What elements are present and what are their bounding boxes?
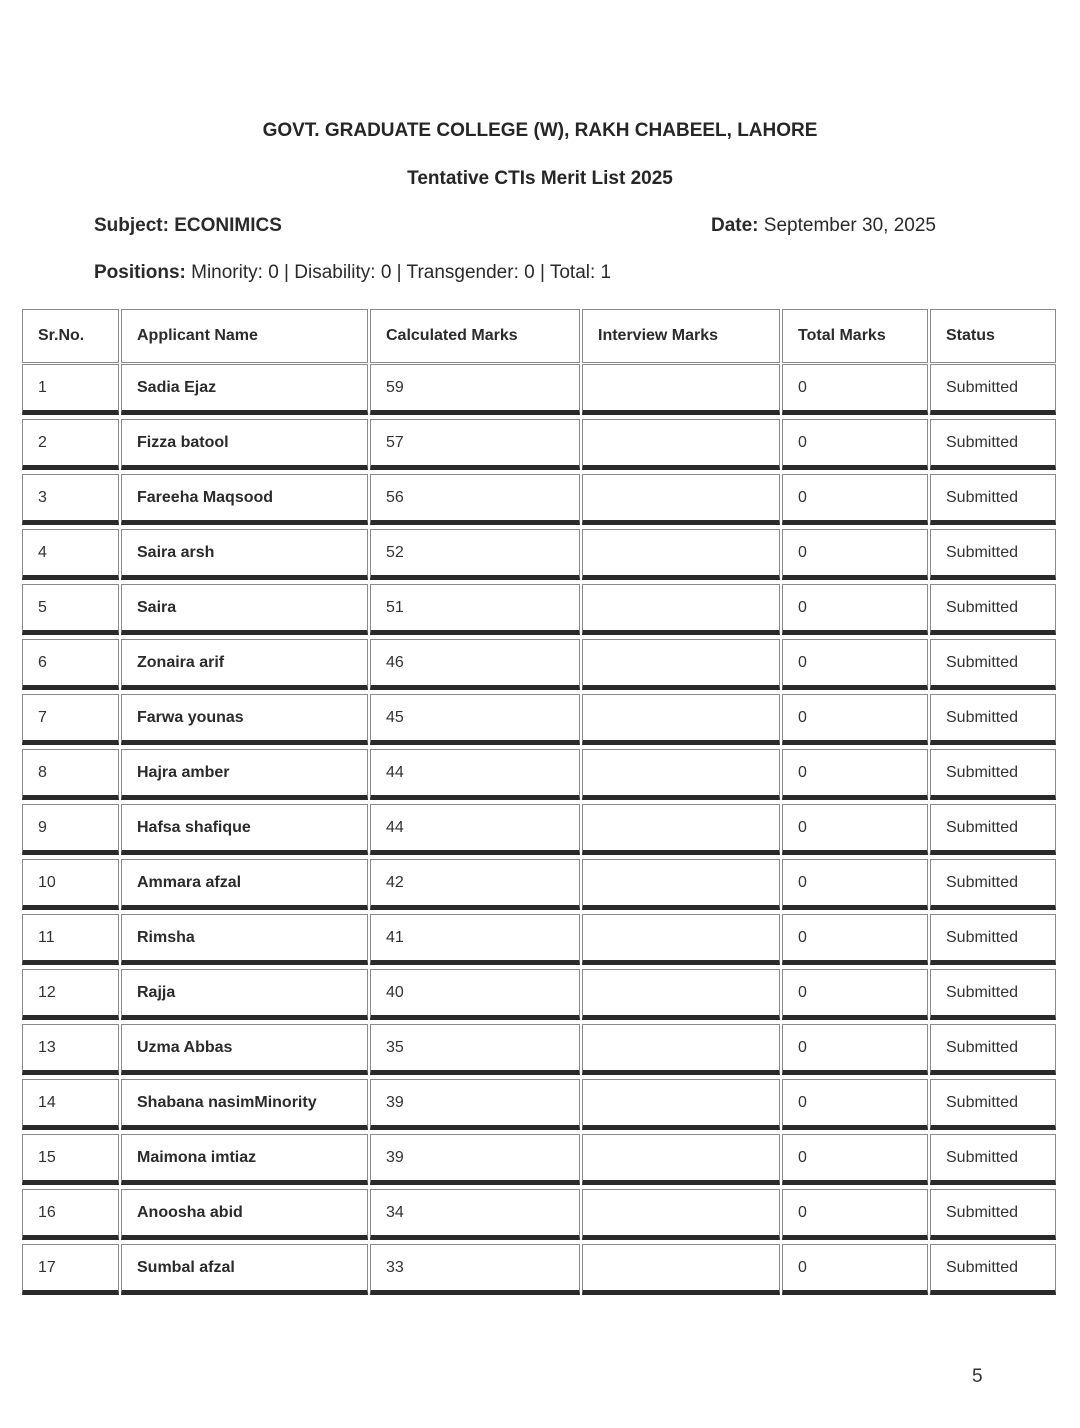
cell-applicant-name: Zonaira arif — [121, 639, 368, 690]
table-row — [22, 749, 1057, 804]
cell-status: Submitted — [930, 364, 1056, 415]
subject-value: ECONIMICS — [174, 215, 282, 236]
cell-sr-no: 5 — [22, 584, 119, 635]
cell-interview-marks — [582, 969, 780, 1020]
cell-applicant-name: Sumbal afzal — [121, 1244, 368, 1295]
cell-applicant-name: Uzma Abbas — [121, 1024, 368, 1075]
cell-interview-marks — [582, 1244, 780, 1295]
table-row — [22, 1134, 1057, 1189]
cell-total-marks: 0 — [782, 1079, 928, 1130]
cell-sr-no: 3 — [22, 474, 119, 525]
cell-interview-marks — [582, 639, 780, 690]
cell-status: Submitted — [930, 1024, 1056, 1075]
table-header-row — [22, 309, 1057, 364]
cell-sr-no: 8 — [22, 749, 119, 800]
cell-sr-no: 13 — [22, 1024, 119, 1075]
cell-status: Submitted — [930, 584, 1056, 635]
table-row — [22, 694, 1057, 749]
cell-interview-marks — [582, 859, 780, 910]
table-row — [22, 639, 1057, 694]
cell-sr-no: 11 — [22, 914, 119, 965]
cell-status: Submitted — [930, 749, 1056, 800]
cell-applicant-name: Sadia Ejaz — [121, 364, 368, 415]
cell-applicant-name: Fareeha Maqsood — [121, 474, 368, 525]
column-header-status: Status — [930, 309, 1056, 363]
cell-status: Submitted — [930, 474, 1056, 525]
cell-applicant-name: Hafsa shafique — [121, 804, 368, 855]
cell-calculated-marks: 44 — [370, 749, 580, 800]
cell-status: Submitted — [930, 969, 1056, 1020]
cell-interview-marks — [582, 474, 780, 525]
cell-total-marks: 0 — [782, 694, 928, 745]
cell-sr-no: 17 — [22, 1244, 119, 1295]
cell-applicant-name: Ammara afzal — [121, 859, 368, 910]
cell-status: Submitted — [930, 419, 1056, 470]
cell-total-marks: 0 — [782, 1134, 928, 1185]
cell-applicant-name: Maimona imtiaz — [121, 1134, 368, 1185]
cell-status: Submitted — [930, 1079, 1056, 1130]
cell-interview-marks — [582, 694, 780, 745]
cell-calculated-marks: 35 — [370, 1024, 580, 1075]
cell-calculated-marks: 45 — [370, 694, 580, 745]
cell-calculated-marks: 33 — [370, 1244, 580, 1295]
cell-interview-marks — [582, 804, 780, 855]
cell-interview-marks — [582, 1134, 780, 1185]
cell-applicant-name: Fizza batool — [121, 419, 368, 470]
cell-status: Submitted — [930, 804, 1056, 855]
institution-title: GOVT. GRADUATE COLLEGE (W), RAKH CHABEEL, LAHORE — [262, 120, 818, 141]
positions-value: Minority: 0 | Disability: 0 | Transgender: 0 | Total: 1 — [191, 262, 612, 283]
cell-calculated-marks: 52 — [370, 529, 580, 580]
cell-calculated-marks: 40 — [370, 969, 580, 1020]
cell-calculated-marks: 41 — [370, 914, 580, 965]
positions-line — [94, 262, 611, 284]
cell-applicant-name: Anoosha abid — [121, 1189, 368, 1240]
cell-total-marks: 0 — [782, 969, 928, 1020]
table-row — [22, 804, 1057, 859]
cell-sr-no: 1 — [22, 364, 119, 415]
list-title: Tentative CTIs Merit List 2025 — [407, 168, 673, 189]
cell-calculated-marks: 46 — [370, 639, 580, 690]
cell-total-marks: 0 — [782, 1244, 928, 1295]
cell-interview-marks — [582, 529, 780, 580]
cell-total-marks: 0 — [782, 914, 928, 965]
cell-status: Submitted — [930, 694, 1056, 745]
column-header-applicant-name: Applicant Name — [121, 309, 368, 363]
table-row — [22, 1244, 1057, 1299]
cell-status: Submitted — [930, 1134, 1056, 1185]
cell-total-marks: 0 — [782, 529, 928, 580]
table-row — [22, 859, 1057, 914]
cell-sr-no: 7 — [22, 694, 119, 745]
cell-interview-marks — [582, 749, 780, 800]
cell-status: Submitted — [930, 1244, 1056, 1295]
table-row — [22, 1024, 1057, 1079]
cell-calculated-marks: 39 — [370, 1079, 580, 1130]
cell-applicant-name: Hajra amber — [121, 749, 368, 800]
cell-total-marks: 0 — [782, 1189, 928, 1240]
cell-applicant-name: Rajja — [121, 969, 368, 1020]
cell-status: Submitted — [930, 914, 1056, 965]
cell-applicant-name: Rimsha — [121, 914, 368, 965]
cell-calculated-marks: 39 — [370, 1134, 580, 1185]
cell-total-marks: 0 — [782, 1024, 928, 1075]
cell-calculated-marks: 44 — [370, 804, 580, 855]
cell-total-marks: 0 — [782, 419, 928, 470]
cell-applicant-name: Saira — [121, 584, 368, 635]
table-row — [22, 914, 1057, 969]
date-line — [711, 215, 936, 237]
table-row — [22, 419, 1057, 474]
cell-sr-no: 6 — [22, 639, 119, 690]
cell-calculated-marks: 59 — [370, 364, 580, 415]
column-header-total-marks: Total Marks — [782, 309, 928, 363]
cell-sr-no: 4 — [22, 529, 119, 580]
subject-line — [94, 215, 282, 237]
cell-total-marks: 0 — [782, 749, 928, 800]
cell-total-marks: 0 — [782, 804, 928, 855]
cell-sr-no: 9 — [22, 804, 119, 855]
column-header-calculated-marks: Calculated Marks — [370, 309, 580, 363]
table-row — [22, 584, 1057, 639]
column-header-interview-marks: Interview Marks — [582, 309, 780, 363]
cell-status: Submitted — [930, 529, 1056, 580]
cell-calculated-marks: 42 — [370, 859, 580, 910]
cell-total-marks: 0 — [782, 474, 928, 525]
date-value: September 30, 2025 — [763, 215, 936, 236]
cell-status: Submitted — [930, 859, 1056, 910]
subject-label: Subject: — [94, 215, 169, 236]
column-header-sr-no: Sr.No. — [22, 309, 119, 363]
cell-interview-marks — [582, 419, 780, 470]
merit-list-table — [22, 309, 1057, 1299]
cell-sr-no: 16 — [22, 1189, 119, 1240]
cell-calculated-marks: 57 — [370, 419, 580, 470]
cell-total-marks: 0 — [782, 639, 928, 690]
cell-total-marks: 0 — [782, 859, 928, 910]
cell-sr-no: 10 — [22, 859, 119, 910]
date-label: Date: — [711, 215, 759, 236]
table-row — [22, 969, 1057, 1024]
cell-applicant-name: Shabana nasimMinority — [121, 1079, 368, 1130]
table-row — [22, 529, 1057, 584]
table-row — [22, 364, 1057, 419]
cell-applicant-name: Saira arsh — [121, 529, 368, 580]
cell-interview-marks — [582, 364, 780, 415]
page-number: 5 — [972, 1366, 983, 1387]
cell-total-marks: 0 — [782, 364, 928, 415]
table-row — [22, 474, 1057, 529]
positions-label: Positions: — [94, 262, 186, 283]
cell-calculated-marks: 56 — [370, 474, 580, 525]
cell-sr-no: 2 — [22, 419, 119, 470]
table-row — [22, 1189, 1057, 1244]
cell-status: Submitted — [930, 639, 1056, 690]
cell-interview-marks — [582, 584, 780, 635]
table-row — [22, 1079, 1057, 1134]
cell-interview-marks — [582, 1079, 780, 1130]
cell-calculated-marks: 51 — [370, 584, 580, 635]
cell-sr-no: 14 — [22, 1079, 119, 1130]
cell-total-marks: 0 — [782, 584, 928, 635]
cell-sr-no: 12 — [22, 969, 119, 1020]
cell-interview-marks — [582, 914, 780, 965]
cell-interview-marks — [582, 1024, 780, 1075]
cell-status: Submitted — [930, 1189, 1056, 1240]
cell-calculated-marks: 34 — [370, 1189, 580, 1240]
cell-interview-marks — [582, 1189, 780, 1240]
cell-sr-no: 15 — [22, 1134, 119, 1185]
cell-applicant-name: Farwa younas — [121, 694, 368, 745]
